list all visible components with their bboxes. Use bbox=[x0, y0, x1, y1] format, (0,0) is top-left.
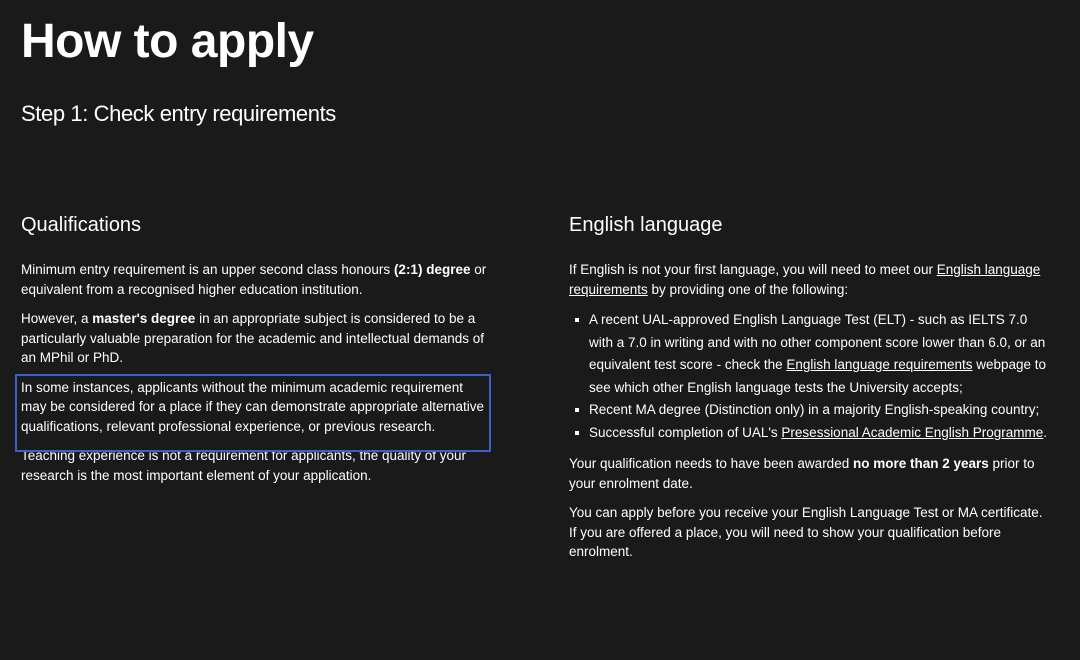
qualifications-paragraph-4: Teaching experience is not a requirement for applicants, the quality of your research is the most important element of your application. bbox=[21, 448, 467, 483]
text-segment: by providing one of the following: bbox=[647, 281, 849, 297]
text-segment: Minimum entry requirement is an upper second class honours bbox=[21, 262, 394, 277]
qualifications-paragraph-2 bbox=[21, 309, 491, 368]
text-segment: If English is not your first language, you will need to meet our bbox=[569, 262, 937, 277]
step-title: Step 1: Check entry requirements bbox=[21, 101, 336, 126]
text-segment: Successful completion of UAL's bbox=[589, 424, 782, 440]
text-segment: prior to your enrolment date. bbox=[569, 456, 1035, 491]
text-segment: Recent MA degree (Distinction only) in a majority English-speaking country; bbox=[589, 402, 1040, 417]
text-segment: Your qualification needs to have been awarded bbox=[569, 456, 853, 471]
bold-text: no more than 2 years bbox=[852, 456, 989, 471]
list-item bbox=[589, 399, 1053, 422]
qualifications-paragraph-3: In some instances, applicants without the minimum academic requirement may be considered for a place if they can demonstrate appropriate alternative qualifications, relevant professional experience, or previous research. bbox=[21, 379, 485, 434]
text-segment: or equivalent from a recognised higher education institution. bbox=[21, 262, 487, 297]
highlighted-paragraph bbox=[21, 378, 491, 437]
qualifications-paragraph-1 bbox=[21, 260, 491, 299]
english-language-heading: English language bbox=[569, 214, 723, 236]
text-segment: A recent UAL-approved English Language Test (ELT) - such as IELTS 7.0 with a 7.0 in writing and with no other component score lower than 6.0, or an equivalent test score - check the bbox=[589, 312, 1046, 372]
list-item bbox=[589, 309, 1053, 399]
bullet-icon bbox=[575, 431, 579, 435]
qualifications-heading: Qualifications bbox=[21, 214, 142, 236]
list-item bbox=[589, 422, 1053, 445]
bold-text: (2:1) degree bbox=[393, 262, 471, 277]
bullet-icon bbox=[575, 408, 579, 412]
page-title: How to apply bbox=[21, 15, 314, 68]
text-segment: webpage to see which other English language tests the University accepts; bbox=[589, 357, 1047, 395]
english-paragraph-3: You can apply before you receive your English Language Test or MA certificate. If you are offered a place, you will need to show your qualification before enrolment. bbox=[569, 505, 1043, 559]
english-intro bbox=[569, 260, 1053, 299]
bold-text: master's degree bbox=[92, 311, 196, 326]
text-segment: . bbox=[1043, 424, 1048, 440]
presessional-programme-link[interactable]: Presessional Academic English Programme bbox=[781, 424, 1044, 440]
english-language-section bbox=[569, 212, 1053, 572]
qualifications-section bbox=[21, 212, 491, 495]
english-paragraph-2 bbox=[569, 454, 1053, 493]
bullet-icon bbox=[575, 318, 579, 322]
highlight-box bbox=[15, 374, 491, 452]
text-segment: However, a bbox=[21, 311, 93, 326]
english-requirements-link[interactable]: English language requirements bbox=[569, 262, 1041, 297]
text-segment: in an appropriate subject is considered to be a particularly valuable preparation for the academic and intellectual demands of an MPhil or PhD. bbox=[21, 311, 485, 365]
requirements-list bbox=[569, 309, 1053, 444]
english-requirements-page-link[interactable]: English language requirements bbox=[786, 357, 973, 372]
